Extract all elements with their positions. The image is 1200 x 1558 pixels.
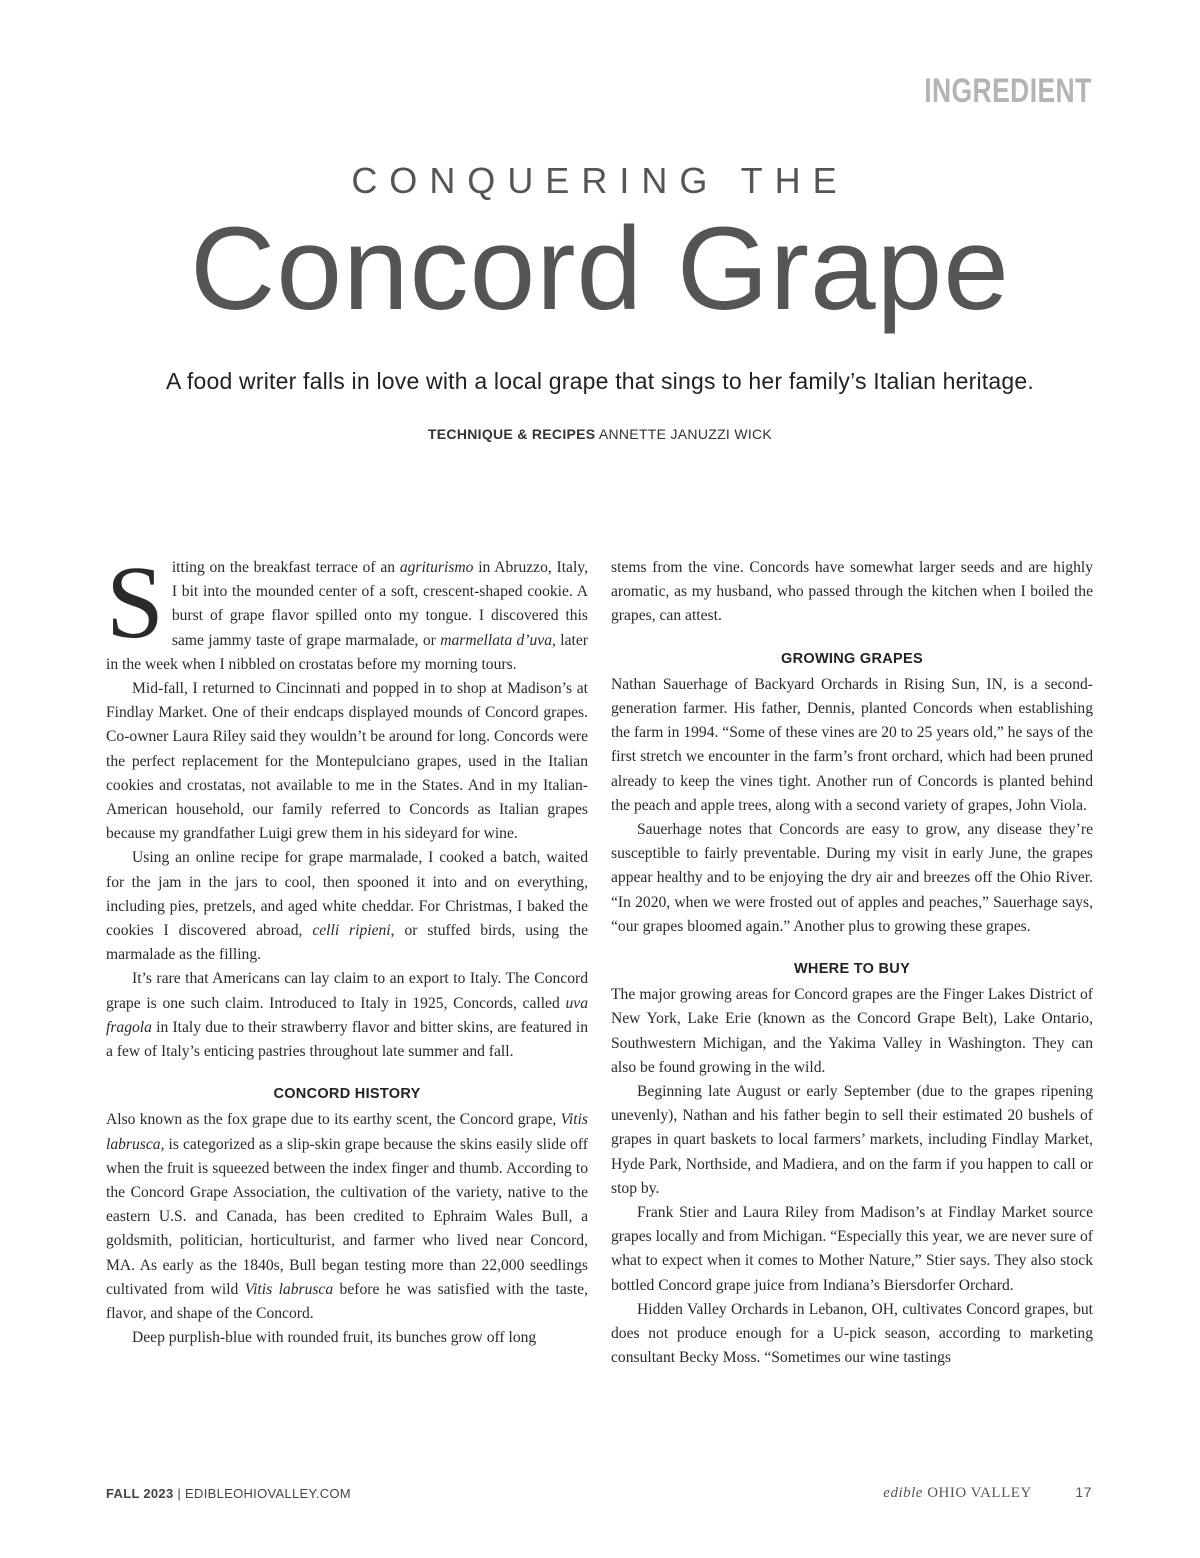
paragraph: Mid-fall, I returned to Cincinnati and popped in to shop at Madison’s at Findlay Market. One of their endcaps displayed mounds of Concord grapes. Co-owner Laura Riley said they wouldn’t be around for long. Concords were the perfect replacement for the Montepulciano grapes, used in the Italian cookies and crostatas, not available to me in the States. And in my Italian-American household, our family referred to Concords as Italian grapes because my grandfather Luigi grew them in his sideyard for wine. — [106, 680, 588, 843]
footer-season: FALL 2023 — [106, 1486, 174, 1501]
paragraph: Sitting on the breakfast terrace of an agriturismo in Abruzzo, Italy, I bit into the mounded center of a soft, crescent-shaped cookie. A burst of grape flavor spilled onto my tongue. I discovered this same jammy taste of grape marmalade, or marmellata d’uva, later in the week when I nibbled on crostatas before my morning tours. — [106, 545, 588, 673]
subhead-where-to-buy: WHERE TO BUY — [793, 961, 911, 978]
subhead-growing-grapes: GROWING GRAPES — [781, 650, 923, 667]
deck-subtitle: A food writer falls in love with a local grape that sings to her family’s Italian heritage. — [166, 368, 1034, 394]
paragraph: Frank Stier and Laura Riley from Madison’s at Findlay Market source grapes locally and from Michigan. “Especially this year, we are never sure of what to expect when it comes to Mother Nature,” Stier says. They also stock bottled Concord grape juice from Indiana’s Biersdorfer Orchard. — [611, 1204, 1093, 1294]
footer-left — [106, 1486, 351, 1501]
drop-cap: S — [106, 545, 164, 660]
byline-name: ANNETTE JANUZZI WICK — [598, 426, 773, 442]
paragraph: Nathan Sauerhage of Backyard Orchards in Rising Sun, IN, is a second-generation farmer. His father, Dennis, planted Concords when establishing the farm in 1994. “Some of these vines are 20 to 25 years old,” he says of the first stretch we encounter in the farm’s front orchard, which had been pruned already to keep the vines tight. Another run of Concords is planted behind the peach and apple trees, along with a second variety of grapes, John Viola. — [611, 675, 1093, 814]
footer-separator: | — [177, 1486, 182, 1501]
brand-region: OHIO VALLEY — [927, 1485, 1032, 1501]
paragraph: Sauerhage notes that Concords are easy to grow, any disease they’re susceptible to fairly preventable. During my visit in early June, the grapes appear healthy and to be enjoying the dry air and breezes off the Ohio River. “In 2020, when we were frosted out of apples and peaches,” Sauerhage says, “our grapes bloomed again.” Another plus to growing these grapes. — [611, 821, 1093, 935]
page-title: Concord Grape — [190, 203, 1010, 335]
subhead-concord-history: CONCORD HISTORY — [273, 1086, 421, 1103]
paragraph: Using an online recipe for grape marmalade, I cooked a batch, waited for the jam in the jars to cool, then spooned it into and on everything, including pies, pretzels, and aged white cheddar. For Christmas, I baked the cookies I discovered abroad, celli ripieni, or stuffed birds, using the marmalade as the filling. — [106, 849, 588, 964]
paragraph: Deep purplish-blue with rounded fruit, its bunches grow off long — [132, 1329, 537, 1347]
page-number: 17 — [1075, 1484, 1092, 1500]
brand-edible: edible — [883, 1485, 923, 1501]
right-column — [611, 556, 1093, 1371]
section-label: INGREDIENT — [924, 72, 1092, 110]
byline-role: TECHNIQUE & RECIPES — [427, 426, 596, 442]
paragraph: The major growing areas for Concord grapes are the Finger Lakes District of New York, Lake Erie (known as the Concord Grape Belt), Lake Ontario, Southwestern Michigan, and the Yakima Valley in Washington. They can also be found growing in the wild. — [611, 986, 1093, 1076]
paragraph: Also known as the fox grape due to its earthy scent, the Concord grape, Vitis labrusca, is categorized as a slip-skin grape because the skins easily slide off when the fruit is squeezed between the index finger and thumb. According to the Concord Grape Association, the cultivation of the variety, native to the eastern U.S. and Canada, has been credited to Ephraim Wales Bull, a goldsmith, politician, horticulturist, and farmer who lived near Concord, MA. As early as the 1840s, Bull began testing more than 22,000 seedlings cultivated from wild Vitis labrusca before he was satisfied with the taste, flavor, and shape of the Concord. — [106, 1111, 588, 1323]
left-column — [106, 545, 588, 1351]
paragraph: It’s rare that Americans can lay claim to an export to Italy. The Concord grape is one such claim. Introduced to Italy in 1925, Concords, called uva fragola in Italy due to their strawberry flavor and bitter skins, are featured in a few of Italy’s enticing pastries throughout late summer and fall. — [106, 970, 588, 1061]
byline — [0, 426, 1200, 442]
paragraph: Beginning late August or early September (due to the grapes ripening unevenly), Nathan and his father begin to sell their estimated 20 bushels of grapes in quart baskets to local farmers’ markets, including Findlay Market, Hyde Park, Northside, and Madiera, and on the farm if you happen to call or stop by. — [611, 1083, 1093, 1197]
footer-website: EDIBLEOHIOVALLEY.COM — [185, 1486, 351, 1501]
footer-right — [883, 1484, 1092, 1502]
paragraph: stems from the vine. Concords have somewhat larger seeds and are highly aromatic, as my husband, who passed through the kitchen when I boiled the grapes, can attest. — [611, 559, 1093, 625]
headline-kicker: CONQUERING THE — [351, 160, 849, 201]
paragraph: Hidden Valley Orchards in Lebanon, OH, cultivates Concord grapes, but does not produce enough for a U-pick season, according to marketing consultant Becky Moss. “Sometimes our wine tastings — [611, 1300, 1093, 1367]
